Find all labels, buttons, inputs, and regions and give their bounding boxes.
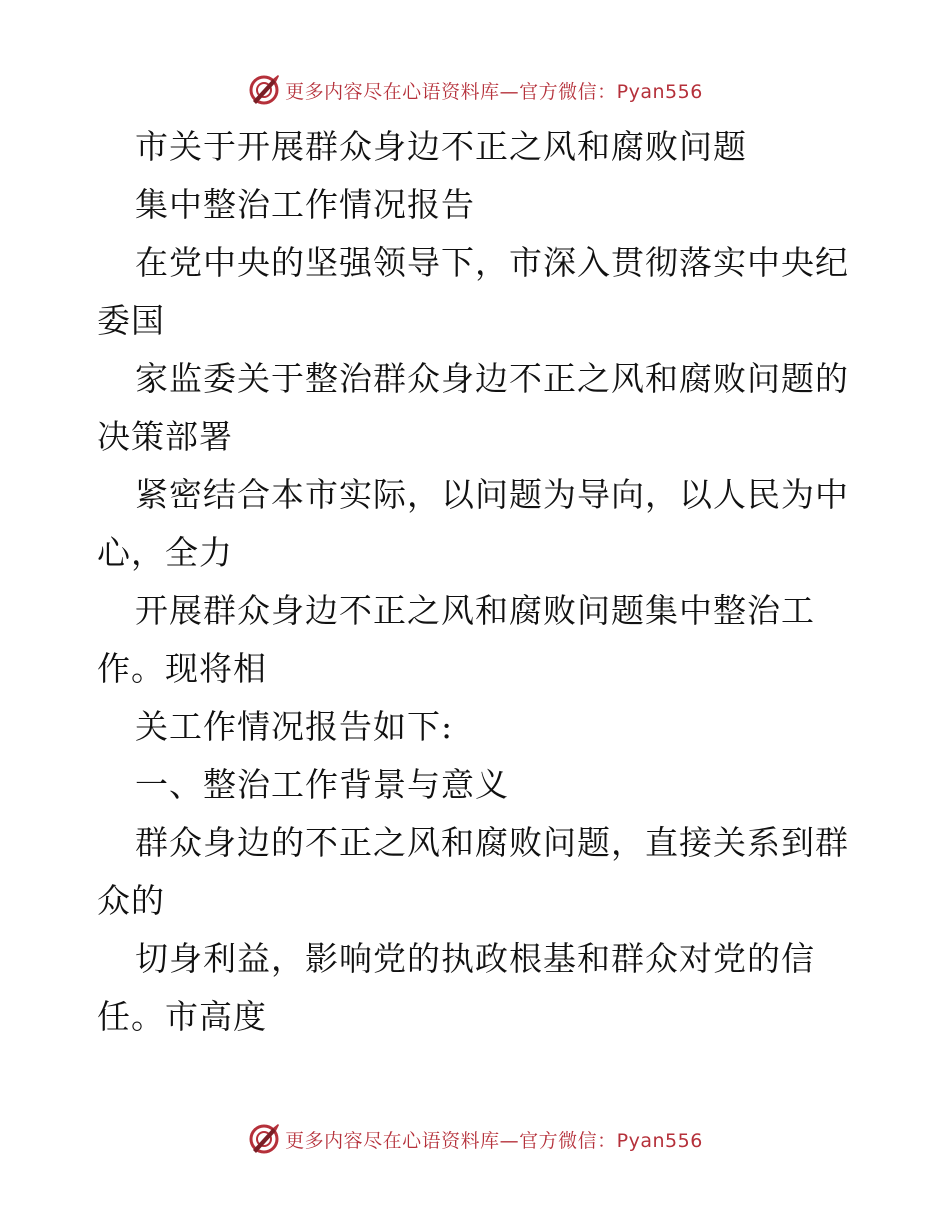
text-line: 心，全力 <box>97 533 233 572</box>
text-line: 众的 <box>97 881 165 920</box>
text-line: 市关于开展群众身边不正之风和腐败问题 <box>135 127 747 166</box>
text-line: 群众身边的不正之风和腐败问题，直接关系到群 <box>135 823 849 862</box>
text-line: 关工作情况报告如下: <box>135 707 454 746</box>
banner-text: 更多内容尽在心语资料库—官方微信：Pyan556 <box>285 80 703 103</box>
text-line: 决策部署 <box>97 417 233 456</box>
footer-banner <box>0 1119 950 1159</box>
text-line: 在党中央的坚强领导下，市深入贯彻落实中央纪 <box>135 243 849 282</box>
text-line: 任。市高度 <box>97 997 267 1036</box>
text-line: 家监委关于整治群众身边不正之风和腐败问题的 <box>135 359 849 398</box>
pen-logo-icon <box>247 1122 281 1156</box>
text-line: 集中整治工作情况报告 <box>135 185 475 224</box>
banner-text: 更多内容尽在心语资料库—官方微信：Pyan556 <box>285 1129 703 1152</box>
document-body <box>97 118 857 1046</box>
text-line: 委国 <box>97 301 165 340</box>
text-line: 开展群众身边不正之风和腐败问题集中整治工 <box>135 591 815 630</box>
pen-logo-icon <box>247 73 281 107</box>
text-line: 一、整治工作背景与意义 <box>135 765 509 804</box>
text-line: 作。现将相 <box>97 649 267 688</box>
text-line: 紧密结合本市实际，以问题为导向，以人民为中 <box>135 475 849 514</box>
text-line: 切身利益，影响党的执政根基和群众对党的信 <box>135 939 815 978</box>
header-banner <box>0 70 950 110</box>
